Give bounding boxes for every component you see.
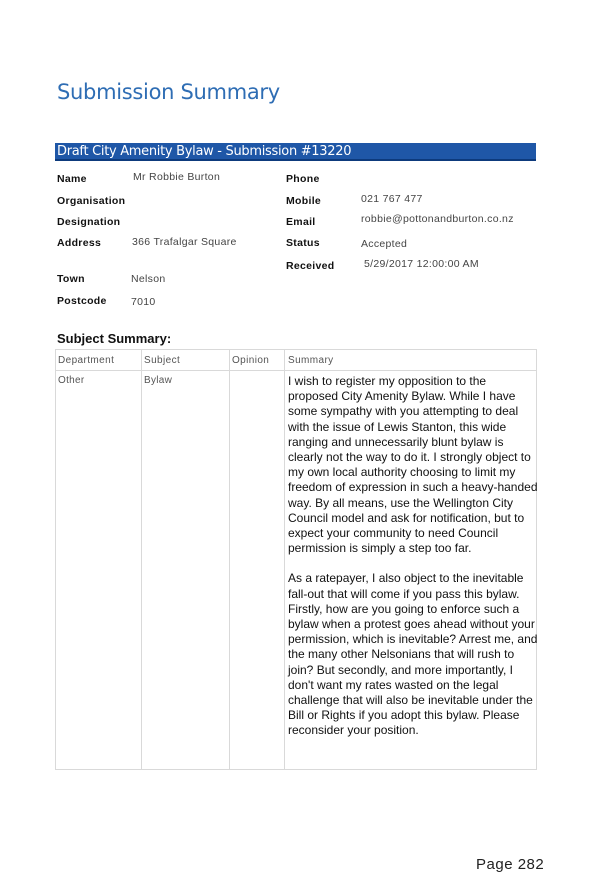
name-value: Mr Robbie Burton: [133, 171, 221, 183]
table-border-top: [55, 349, 537, 350]
phone-label: Phone: [286, 173, 320, 185]
received-label: Received: [286, 260, 335, 272]
status-value: Accepted: [361, 238, 408, 250]
cell-subject: Bylaw: [144, 375, 173, 386]
table-col-divider: [141, 349, 142, 770]
address-value: 366 Trafalgar Square: [132, 236, 237, 248]
page-number: Page 282: [476, 856, 545, 873]
designation-label: Designation: [57, 216, 121, 228]
postcode-label: Postcode: [57, 295, 107, 307]
received-value: 5/29/2017 12:00:00 AM: [364, 258, 479, 270]
table-border-left: [55, 349, 56, 770]
email-label: Email: [286, 216, 316, 228]
town-value: Nelson: [131, 273, 166, 285]
column-header-department: Department: [58, 355, 115, 366]
email-value: robbie@pottonandburton.co.nz: [361, 213, 514, 225]
column-header-opinion: Opinion: [232, 355, 270, 366]
table-border-bottom: [55, 769, 537, 770]
name-label: Name: [57, 173, 87, 185]
organisation-label: Organisation: [57, 195, 126, 207]
table-header-divider: [55, 370, 537, 371]
column-header-subject: Subject: [144, 355, 181, 366]
page-title: Submission Summary: [57, 80, 280, 104]
submission-header: Draft City Amenity Bylaw - Submission #13220: [55, 143, 536, 161]
town-label: Town: [57, 273, 85, 285]
column-header-summary: Summary: [288, 355, 334, 366]
subject-summary-heading: Subject Summary:: [57, 331, 172, 346]
summary-paragraph: As a ratepayer, I also object to the inevitable fall-out that will come if you pass this bylaw. Firstly, how are you going to enforce such a bylaw when a protest goes ahead without your permission, which is inevitable? Arrest me, and the many other Nelsonians that will rush to join? But secondly, and more importantly, I don't want my rates wasted on the legal challenge that will also be inevitable under the Bill or Rights if you adopt this bylaw. Please reconsider your position.: [288, 571, 538, 738]
cell-department: Other: [58, 375, 85, 386]
address-label: Address: [57, 237, 102, 249]
mobile-label: Mobile: [286, 195, 322, 207]
summary-paragraph: I wish to register my opposition to the proposed City Amenity Bylaw. While I have some sympathy with you attempting to deal with the issue of Lewis Stanton, this wide ranging and unnecessarily blunt bylaw is clearly not the way to do it. I strongly object to my own local authority choosing to limit my freedom of expression in such a heavy-handed way. By all means, use the Wellington City Council model and ask for notification, but to expect your community to need Council permission is simply a step too far.: [288, 374, 538, 556]
table-col-divider: [229, 349, 230, 770]
cell-summary: [288, 374, 538, 739]
status-label: Status: [286, 237, 320, 249]
table-col-divider: [284, 349, 285, 770]
postcode-value: 7010: [131, 296, 156, 308]
mobile-value: 021 767 477: [361, 193, 423, 205]
